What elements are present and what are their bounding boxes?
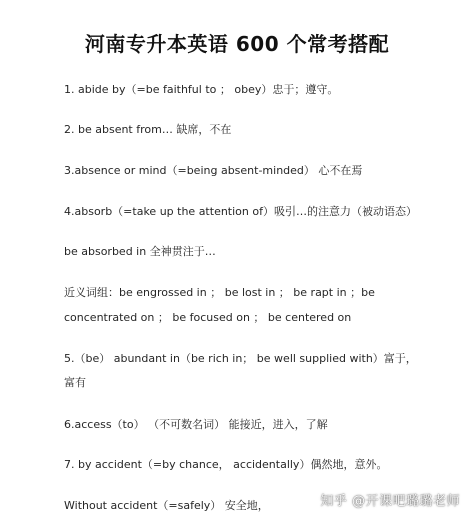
document-title: 河南专升本英语 600 个常考搭配 (84, 32, 390, 56)
watermark-text: 知乎 @开课吧璐璐老师 (320, 494, 460, 509)
entry-5-line-1: 5.（be） abundant in（be rich in； be well supplied with）富于， (64, 352, 417, 365)
entry-7-line: 7. by accident（=by chance， accidentally）偶然地，意外。 (64, 458, 388, 471)
entry-4-sub-line: be absorbed in 全神贯注于… (64, 245, 216, 258)
synonyms-line-1: 近义词组：be engrossed in ； be lost in ； be rapt in ；be (64, 286, 375, 299)
entry-5-line-2: 富有 (64, 376, 86, 389)
entry-6-line: 6.access（to） （不可数名词） 能接近，进入，了解 (64, 418, 328, 431)
entry-4-line: 4.absorb（=take up the attention of）吸引…的注意力（被动语态） (64, 205, 417, 218)
entry-2-line: 2. be absent from… 缺席，不在 (64, 123, 232, 136)
synonyms-line-2: concentrated on ； be focused on ； be centered on (64, 311, 352, 324)
entry-7-sub-line: Without accident（=safely） 安全地， (64, 499, 269, 512)
entry-1-line: 1. abide by（=be faithful to ； obey）忠于；遵守。 (64, 83, 339, 96)
entry-3-line: 3.absence or mind（=being absent-minded） 心不在焉 (64, 164, 363, 177)
